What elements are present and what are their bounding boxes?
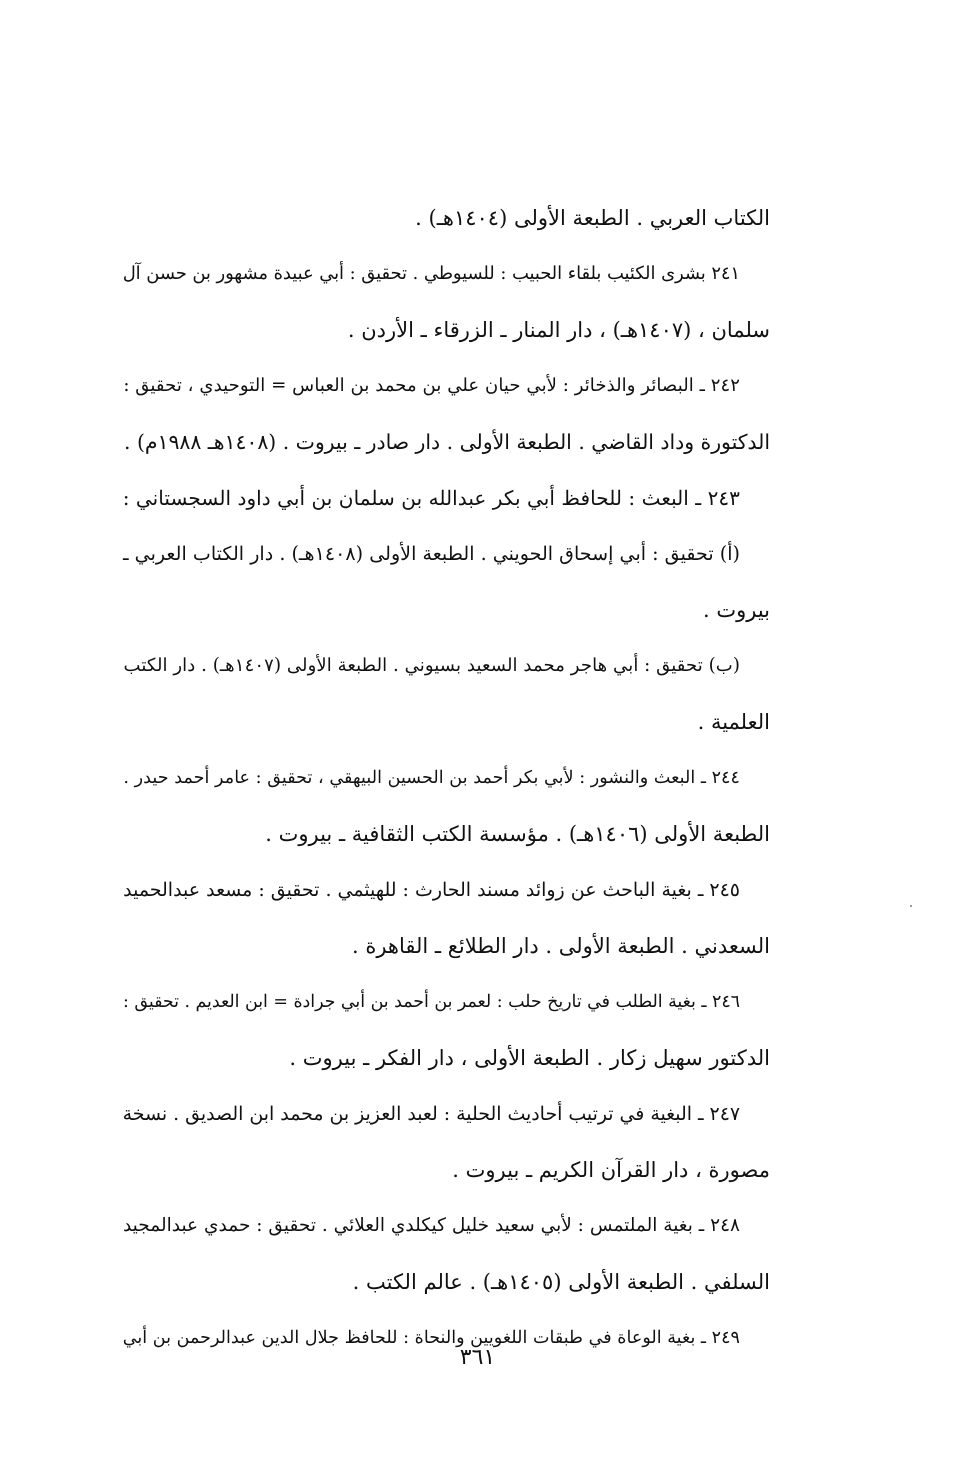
text-line: السعدني . الطبعة الأولى . دار الطلائع ـ القاهرة .: [351, 934, 770, 958]
text-line: مصورة ، دار القرآن الكريم ـ بيروت .: [452, 1158, 770, 1182]
text-line: ٢٤١ بشرى الكئيب بلقاء الحبيب : للسيوطي . تحقيق : أبي عبيدة مشهور بن حسن آل: [122, 263, 740, 284]
bibliography-text: [110, 190, 770, 1366]
text-line: ٢٤٨ ـ بغية الملتمس : لأبي سعيد خليل كيكلدي العلائي . تحقيق : حمدي عبدالمجيد: [122, 1215, 740, 1236]
text-line: (ب) تحقيق : أبي هاجر محمد السعيد بسيوني . الطبعة الأولى (١٤٠٧هـ) . دار الكتب: [123, 655, 740, 676]
text-line: ٢٤٤ ـ البعث والنشور : لأبي بكر أحمد بن الحسين البيهقي ، تحقيق : عامر أحمد حيدر .: [123, 768, 740, 788]
text-line: ٢٤٥ ـ بغية الباحث عن زوائد مسند الحارث : للهيثمي . تحقيق : مسعد عبدالحميد: [123, 879, 740, 901]
text-line: الطبعة الأولى (١٤٠٦هـ) . مؤسسة الكتب الثقافية ـ بيروت .: [265, 822, 770, 846]
margin-dot: [910, 905, 912, 907]
text-line: سلمان ، (١٤٠٧هـ) ، دار المنار ـ الزرقاء ـ الأردن .: [347, 318, 770, 342]
text-line: ٢٤٦ ـ بغية الطلب في تاريخ حلب : لعمر بن أحمد بن أبي جرادة = ابن العديم . تحقيق :: [123, 992, 740, 1012]
text-line: الدكتور سهيل زكار . الطبعة الأولى ، دار الفكر ـ بيروت .: [289, 1046, 770, 1070]
text-line: ٢٤٩ ـ بغية الوعاة في طبقات اللغويين والنحاة : للحافظ جلال الدين عبدالرحمن بن أبي: [122, 1328, 740, 1348]
text-line: (أ) تحقيق : أبي إسحاق الحويني . الطبعة الأولى (١٤٠٨هـ) . دار الكتاب العربي ـ: [122, 542, 740, 565]
text-line: السلفي . الطبعة الأولى (١٤٠٥هـ) . عالم الكتب .: [352, 1270, 770, 1294]
text-line: بيروت .: [702, 598, 770, 622]
text-line: ٢٤٧ ـ البغية في ترتيب أحاديث الحلية : لعبد العزيز بن محمد ابن الصديق . نسخة: [122, 1103, 740, 1125]
text-line: الكتاب العربي . الطبعة الأولى (١٤٠٤هـ) .: [415, 206, 770, 230]
text-line: الدكتورة وداد القاضي . الطبعة الأولى . دار صادر ـ بيروت . (١٤٠٨هـ ١٩٨٨م) .: [123, 430, 770, 454]
text-line: العلمية .: [697, 710, 770, 734]
text-line: ٢٤٢ ـ البصائر والذخائر : لأبي حيان علي بن محمد بن العباس = التوحيدي ، تحقيق :: [123, 375, 740, 396]
text-line: ٢٤٣ ـ البعث : للحافظ أبي بكر عبدالله بن سلمان بن أبي داود السجستاني :: [122, 486, 740, 510]
page-number: ٣٦١: [459, 1345, 496, 1370]
